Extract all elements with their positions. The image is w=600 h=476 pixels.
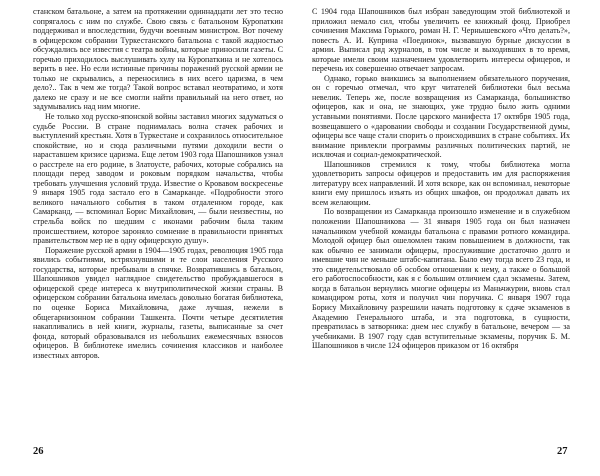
left-page-text bbox=[33, 7, 283, 360]
paragraph: Не только ход русско-японской войны заставил многих задуматься о судьбе России. В стране поднималась волна стачек рабочих и выступлений крестьян. Хотя в Туркестане и сохранилось относительное спокойствие, но и сюда различными путями доходили вести о нараставшем кризисе царизма. Еще летом 1903 года Шапошников узнал о расстреле на его родине, в Златоусте, рабочих, которые собрались на площади перед заводом и роковым порядком начальства, чтобы требовать улучшения условий труда. Известие о Кровавом воскресенье 9 января 1905 года застало его в Самарканде. «Подробности этого великого начального события в таком отдаленном городе, как Самарканд, — вспоминал Борис Михайлович, — были неизвестны, но стрельба войск по шедшим с иконами рабочим была таким происшествием, которое зароняло сомнение в правильности принятых правительством мер не в одну офицерскую душу». bbox=[33, 112, 283, 246]
page-number: 26 bbox=[33, 446, 44, 457]
right-page bbox=[300, 0, 600, 476]
paragraph: Шапошников стремился к тому, чтобы библиотека могла удовлетворить запросы офицеров и предоставить им для распоряжения литературу всех направлений. И хотя вскоре, как он вспоминал, некоторые книги ему пришлось изъять из общих шкафов, он продолжал давать их всем желающим. bbox=[312, 159, 570, 207]
paragraph: Поражение русской армии в 1904—1905 годах, революция 1905 года явились событиями, встряхнувшими и те слои населения Русского государства, которые пребывали в спячке. Возвратившись в батальон, Шапошников увидел наглядное свидетельство пробуждавшегося в офицерской среде интереса к внутриполитической жизни страны. В офицерском собрании батальона имелась довольно богатая библиотека, по оценке Бориса Михайловича, даже лучшая, нежели в общегарнизонном собрании Ташкента. Почти четыре десятилетия накапливались в ней книги, журналы, газеты, выписанные за счет фонда, который образовывался из небольших ежемесячных взносов офицеров. В библиотеке имелись сочинения классиков и наиболее известных авторов. bbox=[33, 245, 283, 360]
paragraph: С 1904 года Шапошников был избран заведующим этой библиотекой и приложил немало сил, чтобы увеличить ее книжный фонд. Приобрел сочинения Максима Горького, роман Н. Г. Чернышевского «Что делать?», повесть А. И. Куприна «Поединок», вызвавшую бурные дискуссии в армии. Выписал ряд журналов, в том числе и выходивших в то время, которые имели своим назначением удовлетворить интересы офицеров, и перечень их совершенно отвечает запросам. bbox=[312, 7, 570, 74]
right-page-text bbox=[312, 7, 570, 351]
page-number: 27 bbox=[557, 446, 568, 457]
paragraph: станском батальоне, а затем на протяжении одиннадцати лет это тесно сопрягалось с ним по службе. Свою связь с батальоном Куропаткин поддерживал и впоследствии, будучи военным министром. Вот почему в офицерском собрании Туркестанского батальона с такой жадностью обсуждались все известия с театра войны, которые приносили газеты. С горечью приходилось выслушивать хулу на Куропаткина и не хотелось верить в нее. Но если истинные причины поражений русской армии не только не скрывались, а переносились в них всего царизма, в чем дело?.. Так в чем же тогда? Такой вопрос вставал неотвратимо, и хотя далеко не сразу и не все смогли найти правильный на него ответ, но задумывались над ним многие. bbox=[33, 7, 283, 112]
paragraph: Однако, горько вникшись за выполнением обязательного поручения, он с горечью отмечал, что круг читателей библиотеки был весьма невелик. Теперь же, после возвращения из Самарканда, большинство офицеров, как и она, не знающих, уже трудно было жить одними уставными понятиями. После царского манифеста 17 октября 1905 года, возвещавшего о «даровании свободы и создании Государственной думы, офицеры все чаще стали спорить о происходивших в стране событиях. Их внимание привлекли программы различных политических партий, не исключая и социал-демократической. bbox=[312, 73, 570, 160]
paragraph: По возвращении из Самарканда произошло изменение и в служебном положении Шапошникова — 31 января 1905 года он был назначен начальником учебной команды батальона с правами ротного командира. Молодой офицер был ошеломлен таким повышением в должности, так как обычно ее занимали офицеры, прослужившие достаточно долго и имевшие чин не меньше штабс-капитана. Было ему тогда всего 23 года, и это свидетельствовало об особом отношении к нему, а также о большой его работоспособности, как я с большим отличием сдал экзамены. Затем, когда в батальон вернулись многие офицеры из Маньчжурии, вновь стал командиром роты, хотя и получил чин поручика. С января 1907 года Борису Михайловичу разрешили начать подготовку к сдаче экзаменов в Академию Генерального штаба, и эта подготовка, в сущности, превратилась в затворника: днем нес службу в батальоне, вечером — за учебниками. В 1907 году сдав вступительные экзамены, поручик Б. М. Шапошников в числе 124 офицеров приказом от 16 октября bbox=[312, 207, 570, 351]
